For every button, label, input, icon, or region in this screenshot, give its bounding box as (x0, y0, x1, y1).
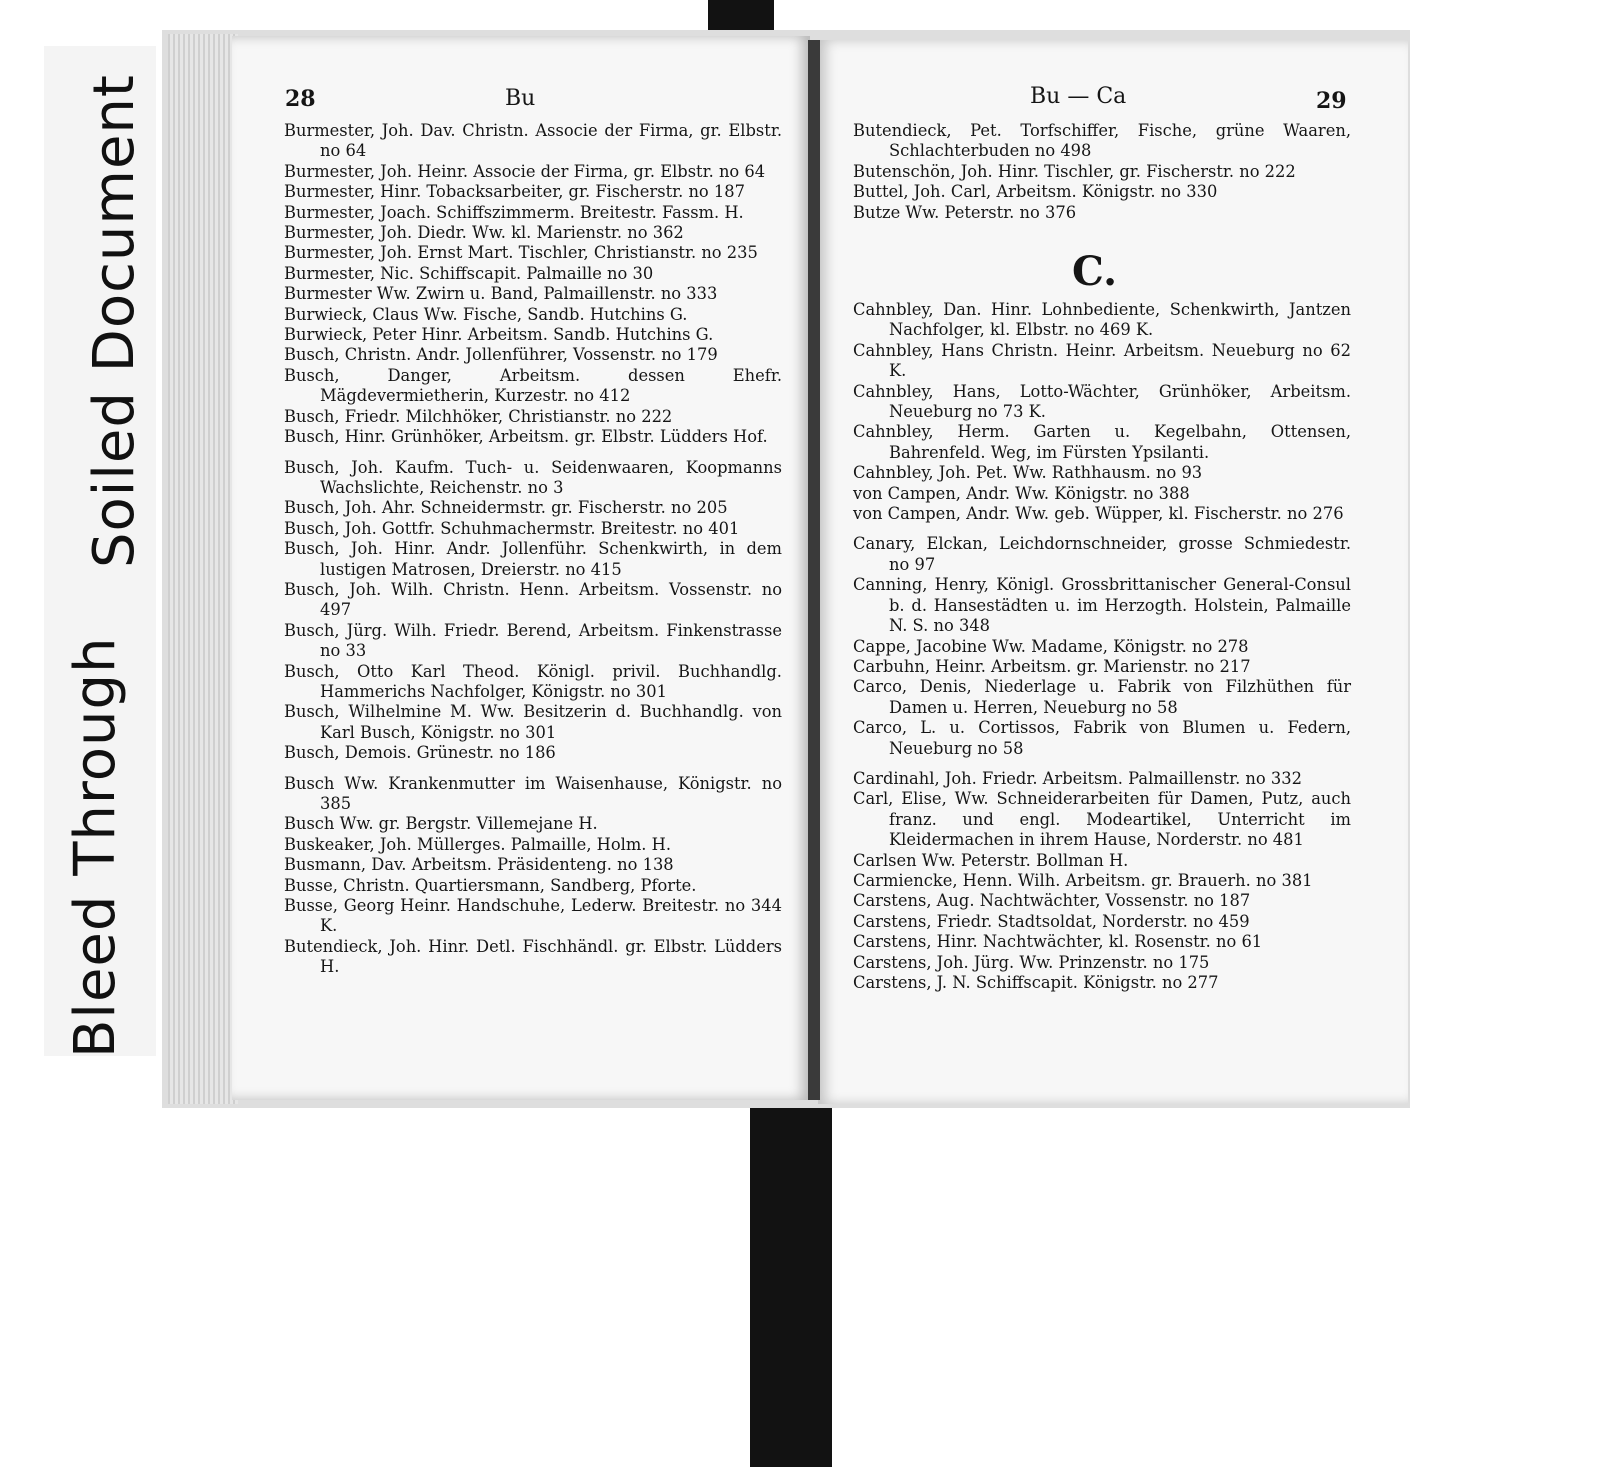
left-page-number: 28 (285, 86, 316, 112)
directory-entry: Busch, Joh. Gottfr. Schuhmachermstr. Breitestr. no 401 (284, 518, 740, 538)
directory-entry: Carlsen Ww. Peterstr. Bollman H. (853, 850, 1129, 870)
directory-entry: Busch, Friedr. Milchhöker, Christianstr. no 222 (284, 406, 673, 426)
directory-entry: Busch, Otto Karl Theod. Königl. privil. Buchhandlg. Hammerichs Nachfolger, Königstr. no 301 (284, 661, 782, 701)
directory-entry: Cahnbley, Dan. Hinr. Lohnbediente, Schenkwirth, Jantzen Nachfolger, kl. Elbstr. no 469 K. (853, 300, 1351, 340)
directory-entry: Buttel, Joh. Carl, Arbeitsm. Königstr. no 330 (853, 182, 1218, 202)
directory-entry: Busse, Christn. Quartiersmann, Sandberg, Pforte. (284, 875, 697, 895)
directory-entry: Burmester, Hinr. Tobacksarbeiter, gr. Fischerstr. no 187 (284, 182, 745, 202)
directory-entry: Carbuhn, Heinr. Arbeitsm. gr. Marienstr. no 217 (853, 656, 1251, 676)
directory-entry: Burmester, Nic. Schiffscapit. Palmaille no 30 (284, 263, 654, 283)
directory-entry: Carco, Denis, Niederlage u. Fabrik von Filzhüthen für Damen u. Herren, Neueburg no 58 (853, 677, 1351, 717)
section-letter: C. (1072, 248, 1118, 295)
directory-entry: Butendieck, Pet. Torfschiffer, Fische, grüne Waaren, Schlachterbuden no 498 (853, 121, 1351, 161)
directory-entry: Cardinahl, Joh. Friedr. Arbeitsm. Palmaillenstr. no 332 (853, 768, 1302, 788)
directory-entry: Busmann, Dav. Arbeitsm. Präsidenteng. no 138 (284, 855, 674, 875)
directory-entry: Carmiencke, Henn. Wilh. Arbeitsm. gr. Brauerh. no 381 (853, 870, 1313, 890)
directory-entry: Carstens, J. N. Schiffscapit. Königstr. no 277 (853, 973, 1219, 992)
directory-entry: Busch, Joh. Wilh. Christn. Henn. Arbeitsm. Vossenstr. no 497 (284, 579, 782, 620)
right-entries-list (853, 300, 1351, 993)
directory-entry: Busch Ww. Krankenmutter im Waisenhause, Königstr. no 385 (284, 773, 782, 813)
directory-entry: Busse, Georg Heinr. Handschuhe, Lederw. Breitestr. no 344 K. (284, 896, 782, 936)
directory-entry: Butze Ww. Peterstr. no 376 (853, 202, 1077, 222)
directory-entry: Burmester, Joh. Ernst Mart. Tischler, Christianstr. no 235 (284, 243, 758, 263)
directory-entry: Buskeaker, Joh. Müllerges. Palmaille, Holm. H. (284, 834, 672, 854)
directory-entry: Carco, L. u. Cortissos, Fabrik von Blumen u. Federn, Neueburg no 58 (853, 718, 1351, 758)
side-label-soiled-document: Soiled Document (82, 74, 147, 568)
directory-entry: Burmester Ww. Zwirn u. Band, Palmaillenstr. no 333 (284, 284, 718, 304)
directory-entry: Carstens, Joh. Jürg. Ww. Prinzenstr. no 175 (853, 952, 1210, 972)
directory-entry: Burmester, Joach. Schiffszimmerm. Breitestr. Fassm. H. (284, 202, 744, 222)
directory-entry: Butendieck, Joh. Hinr. Detl. Fischhändl. gr. Elbstr. Lüdders H. (284, 936, 782, 977)
directory-entry: Canary, Elckan, Leichdornschneider, grosse Schmiedestr. no 97 (853, 534, 1351, 574)
directory-entry: Canning, Henry, Königl. Grossbrittanischer General-Consul b. d. Hansestädten u. im Herzogth. Holstein, Palmaille N. S. no 348 (853, 575, 1351, 636)
binding-spine-bottom (750, 1092, 832, 1467)
left-entries-list (284, 121, 782, 978)
directory-entry: Burmester, Joh. Heinr. Associe der Firma, gr. Elbstr. no 64 (284, 161, 766, 181)
left-page-header: Bu (505, 86, 536, 111)
directory-entry: von Campen, Andr. Ww. Königstr. no 388 (853, 483, 1190, 503)
directory-entry: Busch, Demois. Grünestr. no 186 (284, 743, 556, 763)
directory-entry: von Campen, Andr. Ww. geb. Wüpper, kl. Fischerstr. no 276 (853, 504, 1344, 524)
directory-entry: Cahnbley, Joh. Pet. Ww. Rathhausm. no 93 (853, 463, 1203, 483)
directory-entry: Cahnbley, Hans, Lotto-Wächter, Grünhöker, Arbeitsm. Neueburg no 73 K. (853, 381, 1351, 422)
directory-entry: Busch, Jürg. Wilh. Friedr. Berend, Arbeitsm. Finkenstrasse no 33 (284, 620, 782, 661)
directory-entry: Busch, Danger, Arbeitsm. dessen Ehefr. Mägdevermietherin, Kurzestr. no 412 (284, 365, 782, 406)
directory-entry: Busch, Christn. Andr. Jollenführer, Vossenstr. no 179 (284, 345, 718, 365)
directory-entry: Busch, Joh. Ahr. Schneidermstr. gr. Fischerstr. no 205 (284, 498, 728, 518)
directory-entry: Carstens, Hinr. Nachtwächter, kl. Rosenstr. no 61 (853, 932, 1263, 952)
directory-entry: Burmester, Joh. Diedr. Ww. kl. Marienstr. no 362 (284, 223, 684, 243)
directory-entry: Carl, Elise, Ww. Schneiderarbeiten für Damen, Putz, auch franz. und engl. Modeartikel, Unterricht im Kleidermachen in ihrem Hause, Norderstr. no 481 (853, 789, 1351, 850)
directory-entry: Busch, Wilhelmine M. Ww. Besitzerin d. Buchhandlg. von Karl Busch, Königstr. no 301 (284, 702, 782, 742)
directory-entry: Carstens, Aug. Nachtwächter, Vossenstr. no 187 (853, 891, 1251, 911)
directory-entry: Busch, Joh. Hinr. Andr. Jollenführ. Schenkwirth, in dem lustigen Matrosen, Dreierstr. no 415 (284, 539, 782, 579)
directory-entry: Busch, Joh. Kaufm. Tuch- u. Seidenwaaren, Koopmanns Wachslichte, Reichenstr. no 3 (284, 457, 782, 497)
directory-entry: Cahnbley, Herm. Garten u. Kegelbahn, Ottensen, Bahrenfeld. Weg, im Fürsten Ypsilanti. (853, 422, 1351, 462)
directory-entry: Burmester, Joh. Dav. Christn. Associe der Firma, gr. Elbstr. no 64 (284, 121, 782, 161)
right-page-number: 29 (1316, 88, 1347, 114)
right-page-header: Bu — Ca (1030, 84, 1127, 109)
directory-entry: Cahnbley, Hans Christn. Heinr. Arbeitsm. Neueburg no 62 K. (853, 340, 1351, 381)
side-label-bleed-through: Bleed Through (63, 636, 128, 1058)
directory-entry: Burwieck, Claus Ww. Fische, Sandb. Hutchins G. (284, 304, 688, 324)
directory-entry: Butenschön, Joh. Hinr. Tischler, gr. Fischerstr. no 222 (853, 161, 1296, 181)
right-entries-top-list (853, 121, 1351, 223)
directory-entry: Cappe, Jacobine Ww. Madame, Königstr. no 278 (853, 636, 1249, 656)
directory-entry: Busch, Hinr. Grünhöker, Arbeitsm. gr. Elbstr. Lüdders Hof. (284, 427, 768, 447)
book-gutter (808, 40, 820, 1100)
directory-entry: Burwieck, Peter Hinr. Arbeitsm. Sandb. Hutchins G. (284, 325, 714, 345)
page-edges (168, 34, 238, 1104)
directory-entry: Busch Ww. gr. Bergstr. Villemejane H. (284, 814, 598, 834)
directory-entry: Carstens, Friedr. Stadtsoldat, Norderstr. no 459 (853, 911, 1250, 931)
